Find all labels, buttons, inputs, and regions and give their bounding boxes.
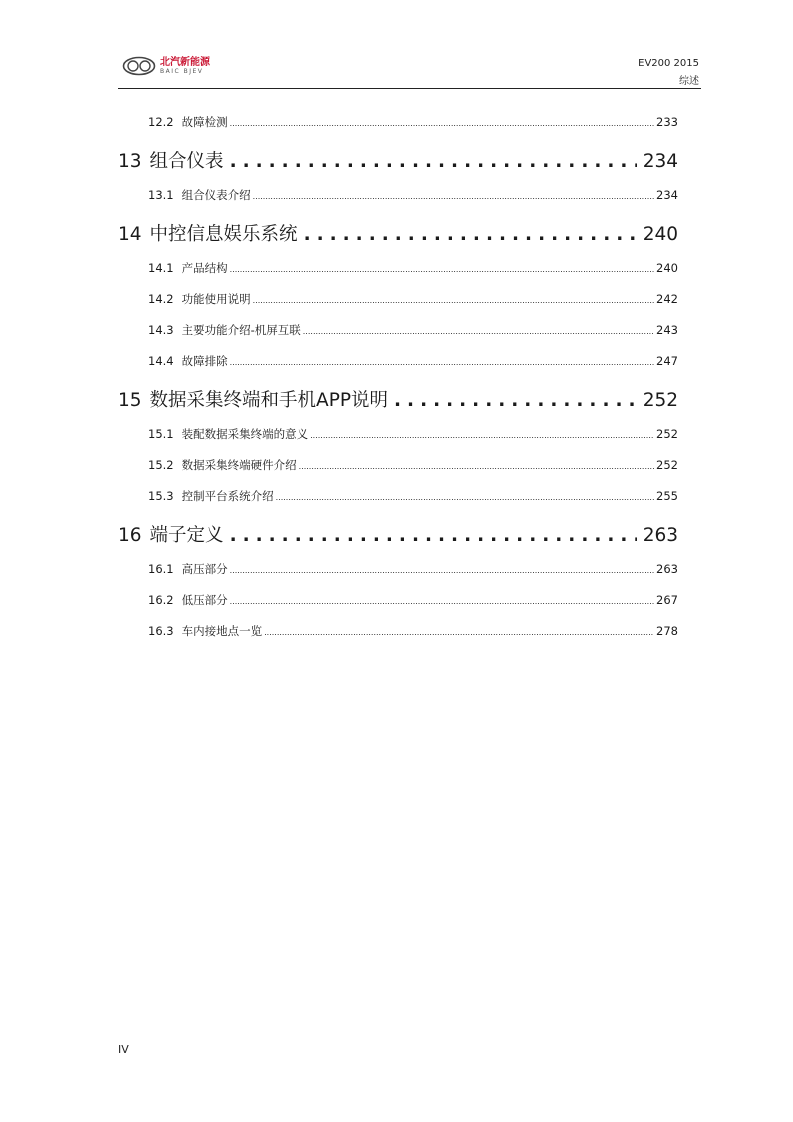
- page-header: [118, 52, 701, 89]
- toc-entry-title: 产品结构: [181, 261, 228, 275]
- toc-section-entry[interactable]: [118, 420, 678, 451]
- toc-section-entry[interactable]: [118, 617, 678, 648]
- toc-section-entry[interactable]: [118, 586, 678, 617]
- toc-entry-label: [148, 187, 251, 203]
- toc-entry-label: [118, 521, 224, 547]
- toc-entry-number: 16.2: [148, 593, 174, 607]
- toc-entry-page: 233: [656, 115, 678, 129]
- baic-logo: [122, 56, 210, 76]
- toc-entry-number: 16: [118, 525, 142, 546]
- toc-entry-title: 组合仪表介绍: [181, 188, 251, 202]
- toc-entry-title: 故障检测: [181, 115, 228, 129]
- toc-entry-label: [148, 457, 297, 473]
- toc-chapter-entry[interactable]: [118, 513, 678, 555]
- toc-entry-title: 主要功能介绍-机屏互联: [181, 323, 301, 337]
- toc-entry-number: 15.3: [148, 489, 174, 503]
- toc-entry-title: 低压部分: [181, 593, 228, 607]
- toc-section-entry[interactable]: [118, 108, 678, 139]
- toc-leader-dots: [230, 151, 637, 172]
- toc-chapter-entry[interactable]: [118, 378, 678, 420]
- toc-entry-label: [148, 592, 228, 608]
- toc-entry-page: 243: [656, 323, 678, 337]
- toc-entry-number: 14.4: [148, 354, 174, 368]
- toc-entry-number: 16.1: [148, 562, 174, 576]
- toc-entry-title: 车内接地点一览: [181, 624, 263, 638]
- toc-entry-number: 12.2: [148, 115, 174, 129]
- toc-chapter-entry[interactable]: [118, 139, 678, 181]
- toc-entry-page: 234: [656, 188, 678, 202]
- toc-entry-page: 252: [656, 458, 678, 472]
- toc-entry-page: 247: [656, 354, 678, 368]
- toc-section-entry[interactable]: [118, 285, 678, 316]
- toc-leader-dots: [394, 390, 637, 411]
- toc-entry-title: 装配数据采集终端的意义: [181, 427, 309, 441]
- toc-leader-dots: [230, 593, 654, 607]
- toc-entry-label: [148, 561, 228, 577]
- toc-leader-dots: [230, 115, 654, 129]
- toc-leader-dots: [264, 624, 654, 638]
- toc-entry-number: 14.1: [148, 261, 174, 275]
- toc-entry-page: 234: [642, 151, 678, 172]
- toc-entry-title: 功能使用说明: [181, 292, 251, 306]
- toc-entry-number: 14: [118, 224, 142, 245]
- page-number: IV: [118, 1043, 129, 1056]
- toc-entry-number: 13: [118, 151, 142, 172]
- toc-leader-dots: [230, 562, 654, 576]
- document-title: EV200 2015: [638, 58, 699, 69]
- toc-leader-dots: [299, 458, 654, 472]
- toc-entry-title: 数据采集终端硬件介绍: [181, 458, 297, 472]
- toc-entry-label: [148, 353, 228, 369]
- toc-entry-title: 故障排除: [181, 354, 228, 368]
- toc-section-entry[interactable]: [118, 254, 678, 285]
- toc-entry-page: 240: [642, 224, 678, 245]
- toc-leader-dots: [230, 354, 654, 368]
- toc-leader-dots: [253, 188, 654, 202]
- toc-entry-page: 263: [642, 525, 678, 546]
- toc-entry-label: [148, 114, 228, 130]
- toc-entry-page: 255: [656, 489, 678, 503]
- toc-entry-number: 14.2: [148, 292, 174, 306]
- toc-entry-number: 13.1: [148, 188, 174, 202]
- toc-entry-title: 中控信息娱乐系统: [149, 224, 298, 245]
- toc-entry-title: 高压部分: [181, 562, 228, 576]
- toc-entry-page: 252: [642, 390, 678, 411]
- toc-leader-dots: [253, 292, 654, 306]
- toc-entry-label: [148, 291, 251, 307]
- toc-entry-number: 15.2: [148, 458, 174, 472]
- toc-entry-label: [148, 623, 262, 639]
- toc-leader-dots: [310, 427, 654, 441]
- toc-entry-label: [118, 147, 224, 173]
- toc-entry-label: [118, 220, 298, 246]
- toc-entry-page: 263: [656, 562, 678, 576]
- toc-leader-dots: [276, 489, 654, 503]
- toc-section-entry[interactable]: [118, 482, 678, 513]
- toc-leader-dots: [303, 323, 654, 337]
- document-section: 综述: [679, 76, 699, 87]
- toc-leader-dots: [230, 261, 654, 275]
- toc-section-entry[interactable]: [118, 555, 678, 586]
- toc-entry-label: [148, 322, 301, 338]
- toc-entry-title: 控制平台系统介绍: [181, 489, 274, 503]
- toc-entry-number: 15.1: [148, 427, 174, 441]
- toc-chapter-entry[interactable]: [118, 212, 678, 254]
- toc-entry-page: 267: [656, 593, 678, 607]
- toc-leader-dots: [230, 525, 637, 546]
- logo-chinese-name: 北汽新能源: [160, 56, 210, 68]
- toc-entry-title: 组合仪表: [149, 151, 224, 172]
- toc-entry-title: 端子定义: [149, 525, 224, 546]
- toc-entry-label: [118, 386, 388, 412]
- toc-section-entry[interactable]: [118, 316, 678, 347]
- toc-entry-label: [148, 426, 308, 442]
- toc-entry-number: 16.3: [148, 624, 174, 638]
- toc-section-entry[interactable]: [118, 181, 678, 212]
- toc-entry-title: 数据采集终端和手机APP说明: [149, 390, 389, 411]
- baic-emblem-icon: [122, 56, 156, 76]
- toc-entry-label: [148, 488, 274, 504]
- toc-section-entry[interactable]: [118, 451, 678, 482]
- toc-section-entry[interactable]: [118, 347, 678, 378]
- toc-leader-dots: [304, 224, 637, 245]
- table-of-contents: [118, 108, 678, 648]
- toc-entry-page: 278: [656, 624, 678, 638]
- logo-english-name: BAIC BJEV: [160, 67, 204, 75]
- toc-entry-page: 240: [656, 261, 678, 275]
- toc-entry-label: [148, 260, 228, 276]
- toc-entry-page: 242: [656, 292, 678, 306]
- toc-entry-number: 14.3: [148, 323, 174, 337]
- toc-entry-page: 252: [656, 427, 678, 441]
- toc-entry-number: 15: [118, 390, 142, 411]
